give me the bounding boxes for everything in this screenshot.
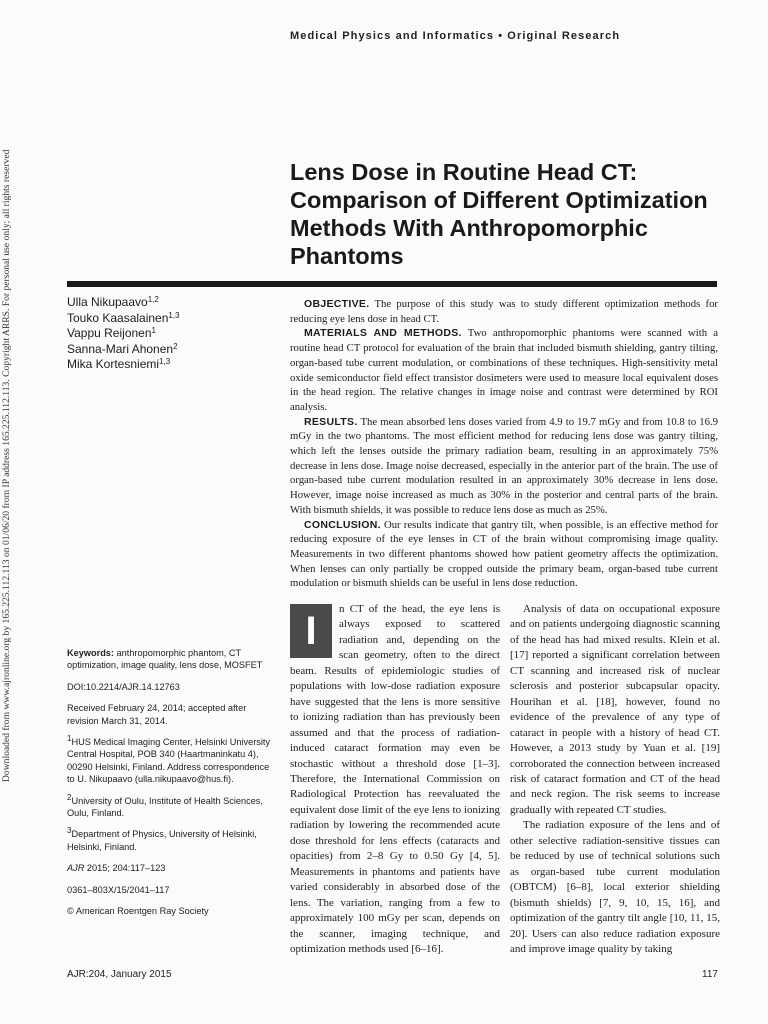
objective-heading: OBJECTIVE. [304,298,370,310]
citation: AJR 2015; 204:117–123 [67,863,166,874]
affiliation: $^3$Department of Physics, University of Helsinki, Helsinki, Finland. [67,826,257,852]
article-metadata [67,647,279,927]
author-name: Mika Kortesniemi$^{1,3}$ [67,357,171,372]
title-rule [67,281,717,287]
author-name: Sanna-Mari Ahonen$^2$ [67,341,178,356]
author-name: Vappu Reijonen$^1$ [67,326,156,341]
keywords: Keywords: anthropomorphic phantom, CT optimization, image quality, lens dose, MOSFET [67,648,263,671]
abstract-methods: MATERIALS AND METHODS. Two anthropomorphic phantoms were scanned with a routine head CT protocol for evaluation of the brain that included bismuth shielding, gantry tilting, organ-based tube current modulation, or combinations of these techniques. High-sensitivity metal oxide semiconductor field effect transistor dosimeters were used to measure local equivalent doses in the head region. The relative changes in image noise and contrast were determined by ROI analysis. [290,327,718,413]
footer-journal: AJR:204, January 2015 [67,969,172,980]
running-head: Medical Physics and Informatics • Original Research [290,30,621,42]
doi: DOI:10.2214/AJR.14.12763 [67,681,180,692]
author-list [67,295,267,373]
results-heading: RESULTS. [304,415,358,428]
page-number: 117 [702,969,718,980]
abstract [290,297,718,591]
author-name: Ulla Nikupaavo$^{1,2}$ [67,295,159,309]
article-title: Lens Dose in Routine Head CT: Comparison of Different Optimization Methods With Anthropomorphic Phantoms [290,159,708,269]
abstract-objective: OBJECTIVE. The purpose of this study was to study different optimization methods for reducing eye lens dose in head CT. [290,298,718,325]
issn: 0361–803X/15/2041–117 [67,884,170,895]
received-dates: Received February 24, 2014; accepted after revision March 31, 2014. [67,703,247,726]
body-paragraph: n CT of the head, the eye lens is always exposed to scattered radiation and, depending on the scan geometry, often to the direct beam. Results of epidemiologic studies of populations with low-dose radiation exposure have suggested that the lens is more sensitive to ionizing radiation than has previously been assumed and that the process of radiation-induced cataract formation may even be stochastic without a threshold dose [1–3]. Therefore, the International Commission on Radiological Protection has reevaluated the equivalent dose limit of the eye lens to ionizing radiation by lowering the recommended acute dose threshold for lens effects (cataracts and opacities) from 2–8 Gy to 0.50 Gy [4, 5]. Measurements in phantoms and patients have varied considerably in absorbed dose of the lens. The variation, ranging from a few to approximately 100 mGy per scan, depends on the scanner, imaging technique, and optimization methods used [6–16]. [290,603,500,955]
affiliation: $^1$HUS Medical Imaging Center, Helsinki University Central Hospital, POB 340 (Haartmaninkatu 4), 00290 Helsinki, Finland. Address correspondence to U. Nikupaavo (ulla.nikupaavo@hus.fi). [67,734,271,785]
copyright: © American Roentgen Ray Society [67,906,209,917]
methods-heading: MATERIALS AND METHODS. [304,327,462,340]
affiliation: $^2$University of Oulu, Institute of Health Sciences, Oulu, Finland. [67,792,263,819]
conclusion-heading: CONCLUSION. [304,518,381,531]
body-paragraph: Analysis of data on occupational exposure and on patients undergoing diagnostic scanning of the head has had mixed results. Klein et al. [17] reported a significant correlation between CT scanning and increased risk of nuclear sclerosis and posterior subcapsular opacity. Hourihan et al. [18], however, found no evidence of the prevalence of any type of cataract in people with a history of head CT. However, a 2013 study by Yuan et al. [19] corroborated the connection between increased risk of cataract formation and CT of the head and neck region. The risk seems to increase gradually with repeated CT studies. [510,603,720,816]
body-column-1 [290,602,500,957]
abstract-results: RESULTS. The mean absorbed lens doses varied from 4.9 to 19.7 mGy and from 10.8 to 16.9 mGy in the two phantoms. The most efficient method for reducing lens dose was gantry tilting, which left the lenses outside the primary radiation beam, resulting in an approximately 75% decrease in lens dose. Image noise decreased, especially in the anterior part of the brain. The use of organ-based tube current modulation resulted in an approximately 30% decrease in lens dose. However, image noise increased as much as 30% in the posterior and central parts of the brain. With bismuth shields, it was possible to reduce lens dose as much as 25%. [290,415,718,516]
download-notice: Downloaded from www.ajronline.org by 165.225.112.113 on 01/06/20 from IP address 165.225.112.113. Copyright ARRS. For personal use only; all rights reserved [1,149,12,782]
drop-cap: I [290,604,332,658]
body-paragraph: The radiation exposure of the lens and of other selective radiation-sensitive tissues can be reduced by use of technical solutions such as organ-based tube current modulation (OBTCM) [6–8], local exterior shielding (bismuth shields) [7, 9, 10, 15, 16], and optimization of the gantry tilt angle [10, 11, 15, 20]. Users can also reduce radiation exposure and improve image quality by taking [510,819,720,955]
abstract-conclusion: CONCLUSION. Our results indicate that gantry tilt, when possible, is an effective method for reducing exposure of the eye lenses in CT of the brain without compromising image quality. Measurements in two different phantoms showed how patient geometry affects the optimization. When lenses can only partially be cropped outside the primary beam, organ-based tube current modulation or bismuth shields can be useful in lens dose reduction. [290,518,719,590]
body-column-2 [510,602,720,957]
author-name: Touko Kaasalainen$^{1,3}$ [67,310,180,325]
